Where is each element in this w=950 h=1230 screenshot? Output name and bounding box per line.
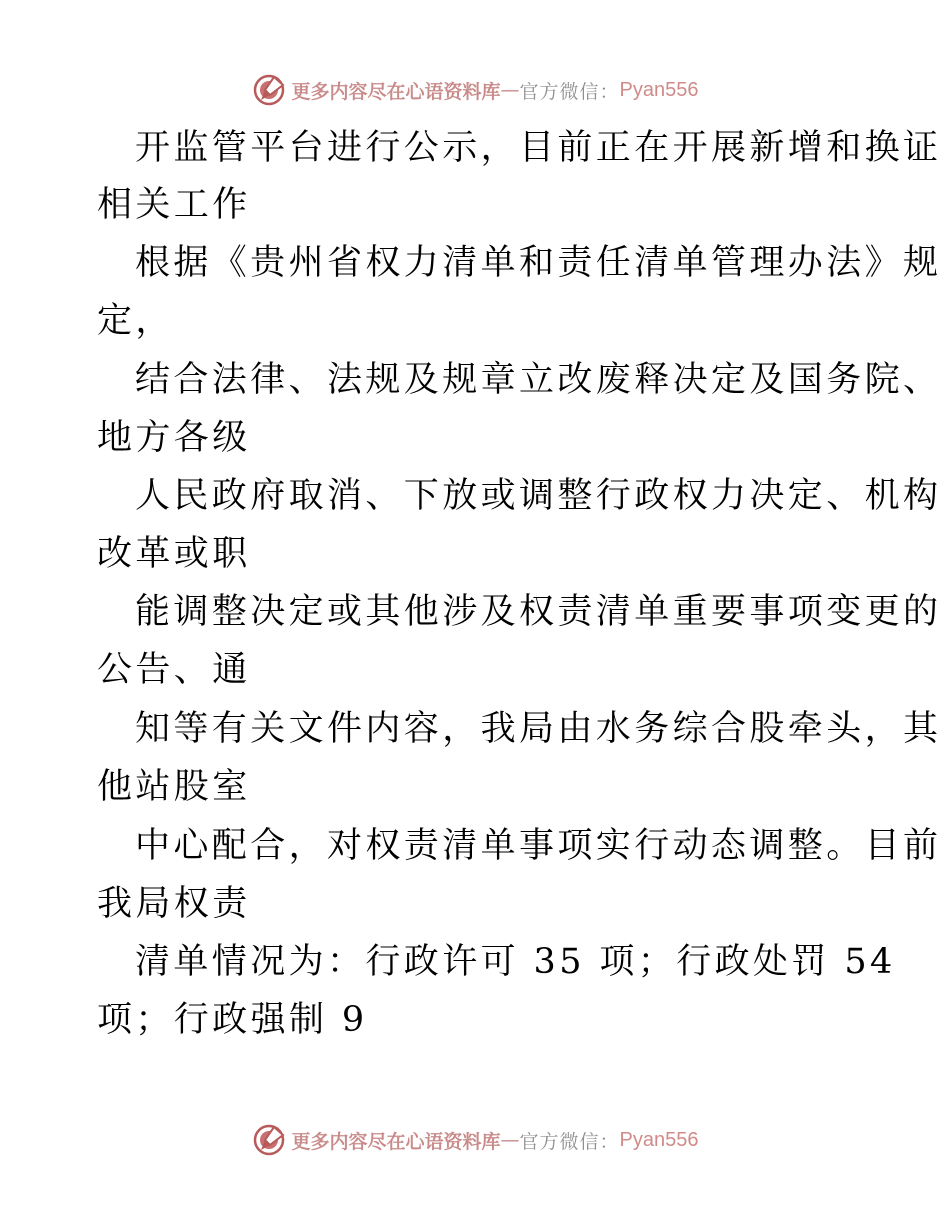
- paragraph-line: 知等有关文件内容，我局由水务综合股牵头，其: [135, 709, 942, 749]
- paragraph-line: 地方各级: [97, 418, 251, 458]
- watermark-dash: —: [500, 79, 520, 101]
- paragraph-line: 项；行政强制 9: [97, 1000, 368, 1040]
- watermark-site-text: 更多内容尽在心语资料库: [291, 80, 501, 103]
- watermark-dash: —: [500, 1129, 520, 1151]
- watermark-official-label: 官方微信：: [519, 80, 620, 103]
- watermark-official-label: 官方微信：: [519, 1130, 620, 1153]
- paragraph-line: 他站股室: [97, 767, 251, 807]
- watermark-site-text: 更多内容尽在心语资料库: [291, 1130, 501, 1153]
- paragraph-line: 定，: [97, 301, 174, 341]
- paragraph-line: 能调整决定或其他涉及权责清单重要事项变更的: [135, 592, 942, 632]
- paragraph-line: 改革或职: [97, 534, 251, 574]
- footer-watermark: [0, 1120, 950, 1160]
- paragraph-line: 根据《贵州省权力清单和责任清单管理办法》规: [135, 243, 942, 283]
- watermark-wechat-id: Pyan556: [619, 78, 699, 101]
- paragraph-line: 结合法律、法规及规章立改废释决定及国务院、: [135, 360, 942, 400]
- paragraph-line: 人民政府取消、下放或调整行政权力决定、机构: [135, 476, 942, 516]
- pen-nib-circle-icon: [252, 1123, 286, 1157]
- watermark-wechat-id: Pyan556: [619, 1128, 699, 1151]
- paragraph-line: 清单情况为：行政许可 35 项；行政处罚 54: [135, 942, 896, 982]
- paragraph-line: 开监管平台进行公示，目前正在开展新增和换证: [135, 128, 942, 168]
- paragraph-line: 中心配合，对权责清单事项实行动态调整。目前: [135, 826, 942, 866]
- paragraph-line: 相关工作: [97, 185, 251, 225]
- paragraph-line: 公告、通: [97, 650, 251, 690]
- paragraph-line: 我局权责: [97, 884, 251, 924]
- pen-nib-circle-icon: [252, 73, 286, 107]
- header-watermark: [0, 70, 950, 110]
